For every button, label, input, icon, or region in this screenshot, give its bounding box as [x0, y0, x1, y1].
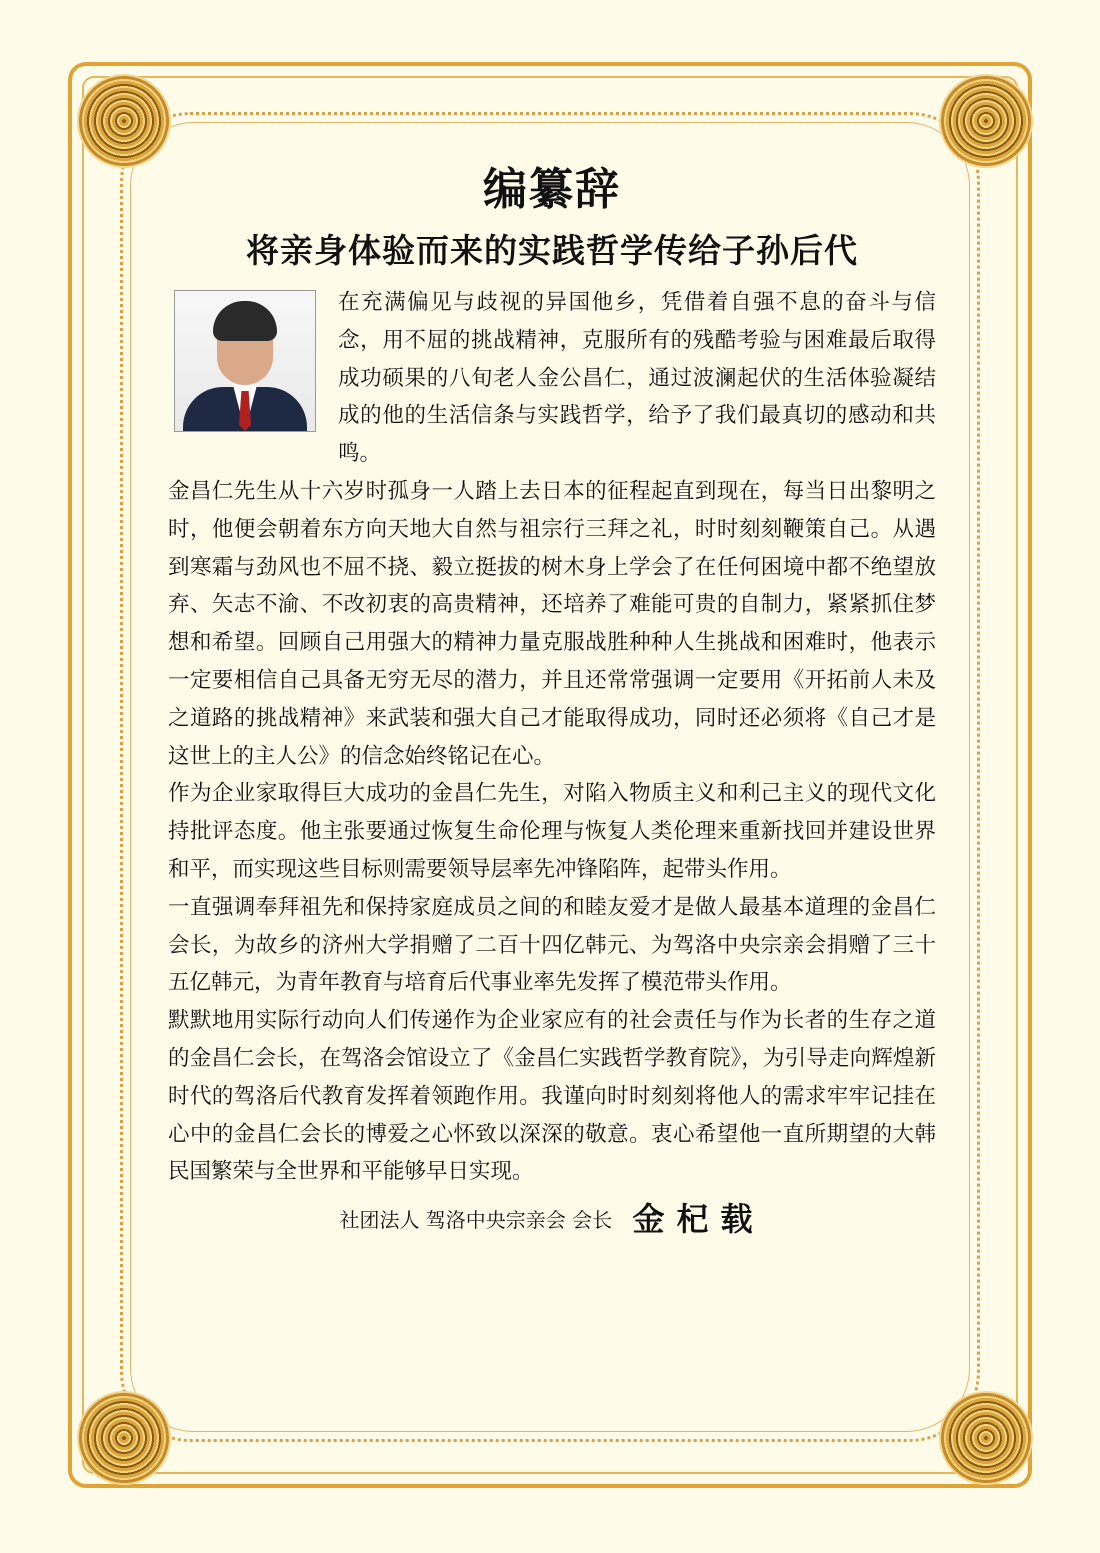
body-text — [168, 284, 936, 1191]
portrait-photo — [174, 290, 316, 432]
paragraph-4: 一直强调奉拜祖先和保持家庭成员之间的和睦友爱才是做人最基本道理的金昌仁会长，为故乡的济州大学捐赠了二百十四亿韩元、为驾洛中央宗亲会捐赠了三十五亿韩元，为青年教育与培育后代事业率先发挥了模范带头作用。 — [168, 894, 936, 996]
page-subtitle: 将亲身体验而来的实践哲学传给子孙后代 — [246, 231, 858, 270]
signature-name: 金杞载 — [632, 1200, 765, 1239]
gold-medallion-icon — [82, 79, 166, 163]
gold-medallion-icon — [944, 1396, 1028, 1480]
gold-medallion-icon — [82, 1396, 166, 1480]
signature-org: 社团法人 驾洛中央宗亲会 会长 — [339, 1208, 613, 1233]
signature-line — [168, 1197, 936, 1242]
document-content — [168, 160, 936, 1242]
paragraph-1: 在充满偏见与歧视的异国他乡，凭借着自强不息的奋斗与信念，用不屈的挑战精神，克服所有的残酷考验与困难最后取得成功硕果的八旬老人金公昌仁，通过波澜起伏的生活体验凝结成的他的生活信条与实践哲学，给予了我们最真切的感动和共鸣。 — [338, 290, 936, 467]
page-title: 编纂辞 — [483, 164, 621, 215]
paragraph-3: 作为企业家取得巨大成功的金昌仁先生，对陷入物质主义和利己主义的现代文化持批评态度。他主张要通过恢复生命伦理与恢复人类伦理来重新找回并建设世界和平，而实现这些目标则需要领导层率先冲锋陷阵，起带头作用。 — [168, 781, 936, 882]
paragraph-2: 金昌仁先生从十六岁时孤身一人踏上去日本的征程起直到现在，每当日出黎明之时，他便会朝着东方向天地大自然与祖宗行三拜之礼，时时刻刻鞭策自己。从遇到寒霜与劲风也不屈不挠、毅立挺拔的树木身上学会了在任何困境中都不绝望放弃、矢志不渝、不改初衷的高贵精神，还培养了难能可贵的自制力，紧紧抓住梦想和希望。回顾自己用强大的精神力量克服战胜种种人生挑战和困难时，他表示一定要相信自己具备无穷无尽的潜力，并且还常常强调一定要用《开拓前人未及之道路的挑战精神》来武装和强大自己才能取得成功，同时还必须将《自己才是这世上的主人公》的信念始终铭记在心。 — [168, 478, 936, 769]
paragraph-5: 默默地用实际行动向人们传递作为企业家应有的社会责任与作为长者的生存之道的金昌仁会长，在驾洛会馆设立了《金昌仁实践哲学教育院》，为引导走向辉煌新时代的驾洛后代教育发挥着领跑作用。我谨向时时刻刻将他人的需求牢牢记挂在心中的金昌仁会长的博爱之心怀致以深深的敬意。衷心希望他一直所期望的大韩民国繁荣与全世界和平能够早日实现。 — [168, 1008, 936, 1185]
gold-medallion-icon — [944, 79, 1028, 163]
